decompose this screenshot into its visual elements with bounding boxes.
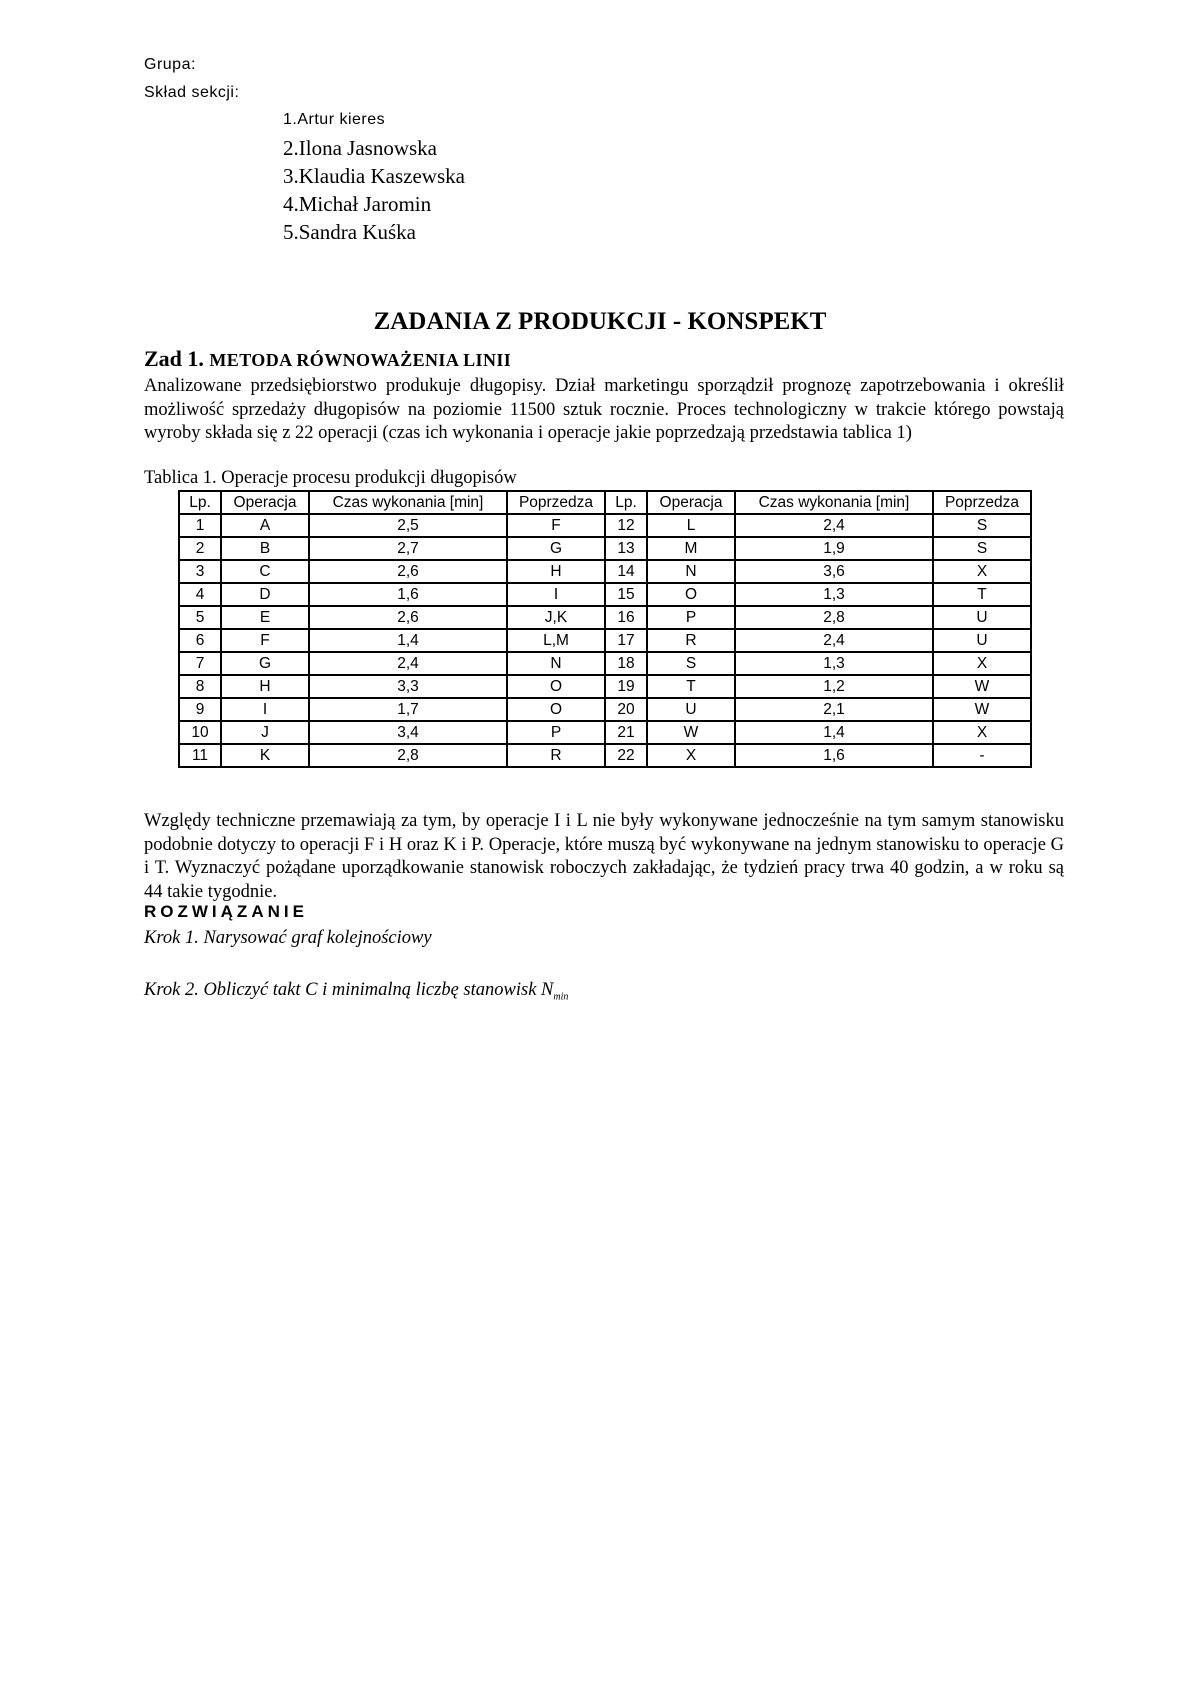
table-cell: 9 bbox=[179, 698, 221, 721]
table-cell: 1,6 bbox=[309, 583, 507, 606]
table-cell: 3,6 bbox=[735, 560, 933, 583]
table-cell: M bbox=[647, 537, 735, 560]
table-cell: H bbox=[221, 675, 309, 698]
table-cell: 1,7 bbox=[309, 698, 507, 721]
column-header: Czas wykonania [min] bbox=[309, 491, 507, 514]
table-row bbox=[179, 744, 1031, 767]
step-1: Krok 1. Narysować graf kolejnościowy bbox=[144, 928, 432, 948]
table-cell: 18 bbox=[605, 652, 647, 675]
table-cell: 6 bbox=[179, 629, 221, 652]
table-cell: U bbox=[647, 698, 735, 721]
table-cell: P bbox=[507, 721, 605, 744]
table-cell: 1,6 bbox=[735, 744, 933, 767]
operations-table bbox=[178, 490, 1032, 768]
table-row bbox=[179, 652, 1031, 675]
intro-paragraph: Analizowane przedsiębiorstwo produkuje długopisy. Dział marketingu sporządził prognozę zapotrzebowania i określił możliwość sprzedaży długopisów na poziomie 11500 sztuk rocznie. Proces technologiczny w trakcie którego powstają wyroby składa się z 22 operacji (czas ich wykonania i operacje jakie poprzedzają przedstawia tablica 1) bbox=[144, 376, 1064, 443]
member-item: 2.Ilona Jasnowska bbox=[283, 136, 437, 160]
table-cell: 1,2 bbox=[735, 675, 933, 698]
column-header: Poprzedza bbox=[507, 491, 605, 514]
table-cell: 1,3 bbox=[735, 652, 933, 675]
table-cell: 14 bbox=[605, 560, 647, 583]
table-cell: 1,3 bbox=[735, 583, 933, 606]
table-row bbox=[179, 721, 1031, 744]
task-heading bbox=[144, 346, 511, 372]
table-cell: 3 bbox=[179, 560, 221, 583]
table-cell: I bbox=[507, 583, 605, 606]
table-cell: 2,6 bbox=[309, 606, 507, 629]
table-cell: 1 bbox=[179, 514, 221, 537]
member-item: 1.Artur kieres bbox=[283, 111, 386, 128]
table-cell: 3,4 bbox=[309, 721, 507, 744]
table-cell: 2,8 bbox=[309, 744, 507, 767]
table-cell: - bbox=[933, 744, 1031, 767]
table-cell: O bbox=[507, 675, 605, 698]
section-label: Skład sekcji: bbox=[144, 84, 240, 101]
table-row bbox=[179, 698, 1031, 721]
table-cell: S bbox=[933, 537, 1031, 560]
table-cell: 2,7 bbox=[309, 537, 507, 560]
table-cell: 21 bbox=[605, 721, 647, 744]
table-cell: X bbox=[933, 721, 1031, 744]
table-cell: G bbox=[221, 652, 309, 675]
table-row bbox=[179, 629, 1031, 652]
column-header: Poprzedza bbox=[933, 491, 1031, 514]
table-cell: 2,8 bbox=[735, 606, 933, 629]
table-cell: F bbox=[221, 629, 309, 652]
table-cell: G bbox=[507, 537, 605, 560]
column-header: Lp. bbox=[605, 491, 647, 514]
table-cell: S bbox=[647, 652, 735, 675]
table-row bbox=[179, 514, 1031, 537]
table-cell: 15 bbox=[605, 583, 647, 606]
table-cell: 2,6 bbox=[309, 560, 507, 583]
table-cell: T bbox=[647, 675, 735, 698]
table-cell: H bbox=[507, 560, 605, 583]
table-cell: 8 bbox=[179, 675, 221, 698]
table-cell: F bbox=[507, 514, 605, 537]
table-cell: K bbox=[221, 744, 309, 767]
group-label: Grupa: bbox=[144, 56, 196, 73]
member-list bbox=[283, 106, 465, 246]
solution-heading: ROZWIĄZANIE bbox=[144, 902, 308, 921]
table-cell: W bbox=[647, 721, 735, 744]
table-cell: E bbox=[221, 606, 309, 629]
member-item: 5.Sandra Kuśka bbox=[283, 220, 416, 244]
table-cell: 12 bbox=[605, 514, 647, 537]
table-cell: 2,5 bbox=[309, 514, 507, 537]
column-header: Lp. bbox=[179, 491, 221, 514]
table-cell: 2,4 bbox=[735, 629, 933, 652]
table-cell: N bbox=[507, 652, 605, 675]
table-row bbox=[179, 583, 1031, 606]
table-cell: J,K bbox=[507, 606, 605, 629]
table-cell: 19 bbox=[605, 675, 647, 698]
table-cell: 11 bbox=[179, 744, 221, 767]
table-cell: X bbox=[933, 560, 1031, 583]
table-cell: J bbox=[221, 721, 309, 744]
table-cell: 7 bbox=[179, 652, 221, 675]
step-2-subscript: min bbox=[553, 991, 569, 1003]
step-2 bbox=[144, 980, 568, 1003]
table-cell: B bbox=[221, 537, 309, 560]
table-cell: W bbox=[933, 675, 1031, 698]
table-cell: 10 bbox=[179, 721, 221, 744]
table-cell: 17 bbox=[605, 629, 647, 652]
table-cell: L bbox=[647, 514, 735, 537]
table-cell: A bbox=[221, 514, 309, 537]
table-cell: C bbox=[221, 560, 309, 583]
table-cell: U bbox=[933, 629, 1031, 652]
table-cell: I bbox=[221, 698, 309, 721]
column-header: Czas wykonania [min] bbox=[735, 491, 933, 514]
table-cell: 22 bbox=[605, 744, 647, 767]
table-cell: 2 bbox=[179, 537, 221, 560]
table-cell: S bbox=[933, 514, 1031, 537]
table-cell: 20 bbox=[605, 698, 647, 721]
table-cell: 1,4 bbox=[735, 721, 933, 744]
task-prefix: Zad 1. bbox=[144, 346, 204, 371]
table-caption: Tablica 1. Operacje procesu produkcji długopisów bbox=[144, 468, 517, 488]
table-cell: 2,4 bbox=[735, 514, 933, 537]
column-header: Operacja bbox=[221, 491, 309, 514]
table-cell: 5 bbox=[179, 606, 221, 629]
conditions-paragraph: Względy techniczne przemawiają za tym, by operacje I i L nie były wykonywane jednocześnie na tym samym stanowisku podobnie dotyczy to operacji F i H oraz K i P. Operacje, które muszą być wykonywane na jednym stanowisku to operacje G i T. Wyznaczyć pożądane uporządkowanie stanowisk roboczych zakładając, że tydzień pracy trwa 40 godzin, a w roku są 44 takie tygodnie. bbox=[144, 811, 1064, 902]
table-cell: O bbox=[507, 698, 605, 721]
table-cell: 16 bbox=[605, 606, 647, 629]
page-title: ZADANIA Z PRODUKCJI - KONSPEKT bbox=[373, 308, 827, 335]
table-cell: 1,4 bbox=[309, 629, 507, 652]
table-row bbox=[179, 537, 1031, 560]
table-cell: R bbox=[647, 629, 735, 652]
table-cell: 2,1 bbox=[735, 698, 933, 721]
table-body bbox=[179, 514, 1031, 767]
member-item: 4.Michał Jaromin bbox=[283, 192, 432, 216]
column-header: Operacja bbox=[647, 491, 735, 514]
table-cell: X bbox=[647, 744, 735, 767]
table-cell: R bbox=[507, 744, 605, 767]
table-row bbox=[179, 560, 1031, 583]
table-cell: W bbox=[933, 698, 1031, 721]
table-cell: 4 bbox=[179, 583, 221, 606]
task-title: METODA RÓWNOWAŻENIA LINII bbox=[209, 350, 512, 370]
table-cell: 2,4 bbox=[309, 652, 507, 675]
table-cell: D bbox=[221, 583, 309, 606]
table-cell: L,M bbox=[507, 629, 605, 652]
table-cell: 1,9 bbox=[735, 537, 933, 560]
table-cell: T bbox=[933, 583, 1031, 606]
table-cell: 3,3 bbox=[309, 675, 507, 698]
table-cell: X bbox=[933, 652, 1031, 675]
table-cell: U bbox=[933, 606, 1031, 629]
table-header-row bbox=[179, 491, 1031, 514]
table-row bbox=[179, 675, 1031, 698]
table-row bbox=[179, 606, 1031, 629]
table-cell: P bbox=[647, 606, 735, 629]
step-2-text: Krok 2. Obliczyć takt C i minimalną liczbę stanowisk N bbox=[144, 980, 554, 1000]
table-cell: O bbox=[647, 583, 735, 606]
member-item: 3.Klaudia Kaszewska bbox=[283, 164, 465, 188]
table-cell: 13 bbox=[605, 537, 647, 560]
table-cell: N bbox=[647, 560, 735, 583]
